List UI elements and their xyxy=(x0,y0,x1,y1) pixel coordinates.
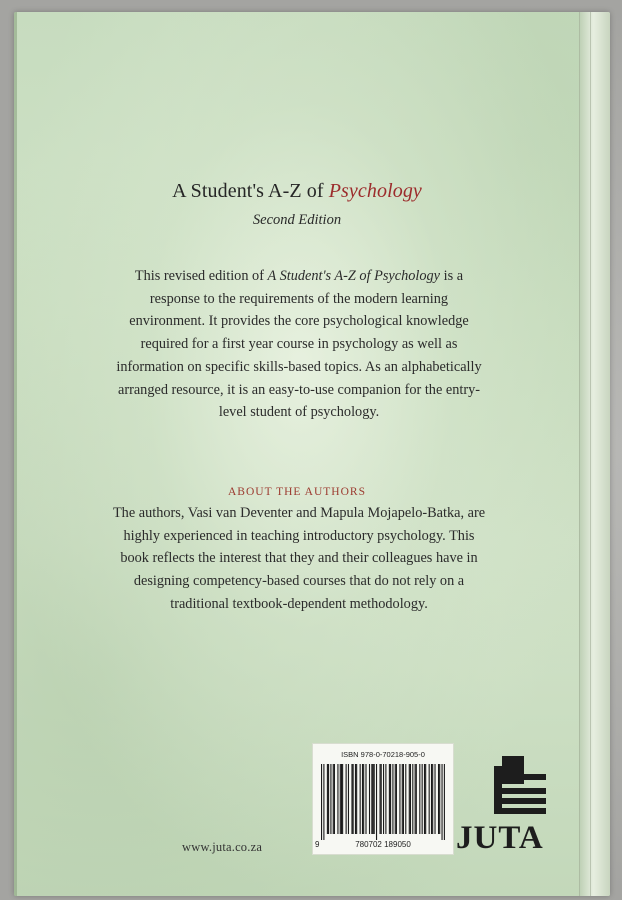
barcode-bar xyxy=(405,764,406,834)
barcode-digits: 780702 189050 xyxy=(355,840,411,849)
barcode-bar xyxy=(374,764,375,834)
barcode-bar xyxy=(399,764,400,834)
title-accent: Psychology xyxy=(328,180,422,202)
blurb-lead: This revised edition of xyxy=(134,268,268,284)
barcode-bar xyxy=(385,764,386,834)
blurb-book-title: A Student's A-Z of Psychology xyxy=(267,268,441,284)
barcode-bar xyxy=(365,764,366,834)
barcode-bar xyxy=(327,764,328,834)
barcode-bar xyxy=(371,764,372,834)
barcode-bar xyxy=(328,764,329,834)
barcode-bar xyxy=(416,764,417,834)
barcode-bar xyxy=(439,764,440,834)
barcode-bar xyxy=(432,764,433,834)
barcode-bar xyxy=(389,764,390,834)
barcode-bar xyxy=(415,764,416,834)
barcode-bar xyxy=(363,764,364,834)
barcode-first-digit: 9 xyxy=(315,840,320,849)
barcode-bar xyxy=(409,764,410,834)
about-authors-heading: ABOUT THE AUTHORS xyxy=(228,486,366,498)
barcode-bar xyxy=(333,764,334,834)
blurb-paragraph xyxy=(114,265,484,424)
barcode-bar xyxy=(356,764,357,834)
barcode-bar xyxy=(422,764,423,834)
barcode-bar xyxy=(346,764,347,834)
barcode-bar xyxy=(438,764,439,834)
barcode-bar xyxy=(330,764,331,834)
barcode-bar xyxy=(321,764,322,840)
barcode-bar xyxy=(392,764,393,834)
barcode-bar xyxy=(342,764,343,834)
edition-label: Second Edition xyxy=(252,212,342,228)
blurb-rest: is a response to the requirements of the modern learning environment. It provides the core psychological knowledge required for a first year course in psychology as well as information on specific skills-based topics. As an alphabetically arranged resource, it is an easy-to-use companion for the entry-level student of psychology. xyxy=(116,268,482,421)
book-back-cover xyxy=(14,12,610,896)
barcode-bar xyxy=(429,764,430,834)
title-prefix: A Student's A-Z of xyxy=(172,180,329,202)
barcode-bar xyxy=(441,764,442,840)
barcode-bar xyxy=(431,764,432,834)
cover-content xyxy=(14,12,580,896)
barcode-bar xyxy=(395,764,396,834)
barcode-bar xyxy=(396,764,397,834)
barcode-bar xyxy=(362,764,363,834)
barcode-icon xyxy=(321,764,445,840)
barcode-bar xyxy=(403,764,404,834)
isbn-text: ISBN 978-0-70218-905-0 xyxy=(341,750,425,759)
barcode-bar xyxy=(381,764,382,834)
barcode-bar xyxy=(353,764,354,834)
barcode-label xyxy=(312,743,454,855)
barcode-bar xyxy=(337,764,338,834)
barcode-bar xyxy=(412,764,413,834)
barcode-bar xyxy=(402,764,403,834)
barcode-bar xyxy=(360,764,361,834)
barcode-bar xyxy=(341,764,342,834)
juta-logo-text: JUTA xyxy=(456,820,544,856)
about-authors-body: The authors, Vasi van Deventer and Mapula Mojapelo-Batka, are highly experienced in teaching introductory psychology. This book reflects the interest that they and their colleagues have in designing competency-based courses that do not rely on a traditional textbook-dependent methodology. xyxy=(112,505,486,612)
barcode-bar xyxy=(379,764,380,834)
barcode-bar xyxy=(383,764,384,834)
barcode-bar xyxy=(434,764,435,834)
barcode-bar xyxy=(323,764,324,840)
barcode-bar xyxy=(334,764,335,834)
page-edges xyxy=(579,12,610,896)
barcode-bar xyxy=(348,764,349,834)
publisher-website: www.juta.co.za xyxy=(182,840,263,854)
barcode-bar xyxy=(444,764,445,840)
barcode-bar xyxy=(340,764,341,834)
barcode-bar xyxy=(424,764,425,834)
barcode-bar xyxy=(351,764,352,834)
barcode-bar xyxy=(372,764,373,834)
barcode-bar xyxy=(410,764,411,834)
barcode-bar xyxy=(355,764,356,834)
book-title xyxy=(14,180,580,203)
barcode-bar xyxy=(419,764,420,834)
barcode-bar xyxy=(425,764,426,834)
barcode-bar xyxy=(369,764,370,834)
juta-logo-icon xyxy=(484,754,554,818)
barcode-bar xyxy=(390,764,391,834)
barcode-bar xyxy=(376,764,377,840)
